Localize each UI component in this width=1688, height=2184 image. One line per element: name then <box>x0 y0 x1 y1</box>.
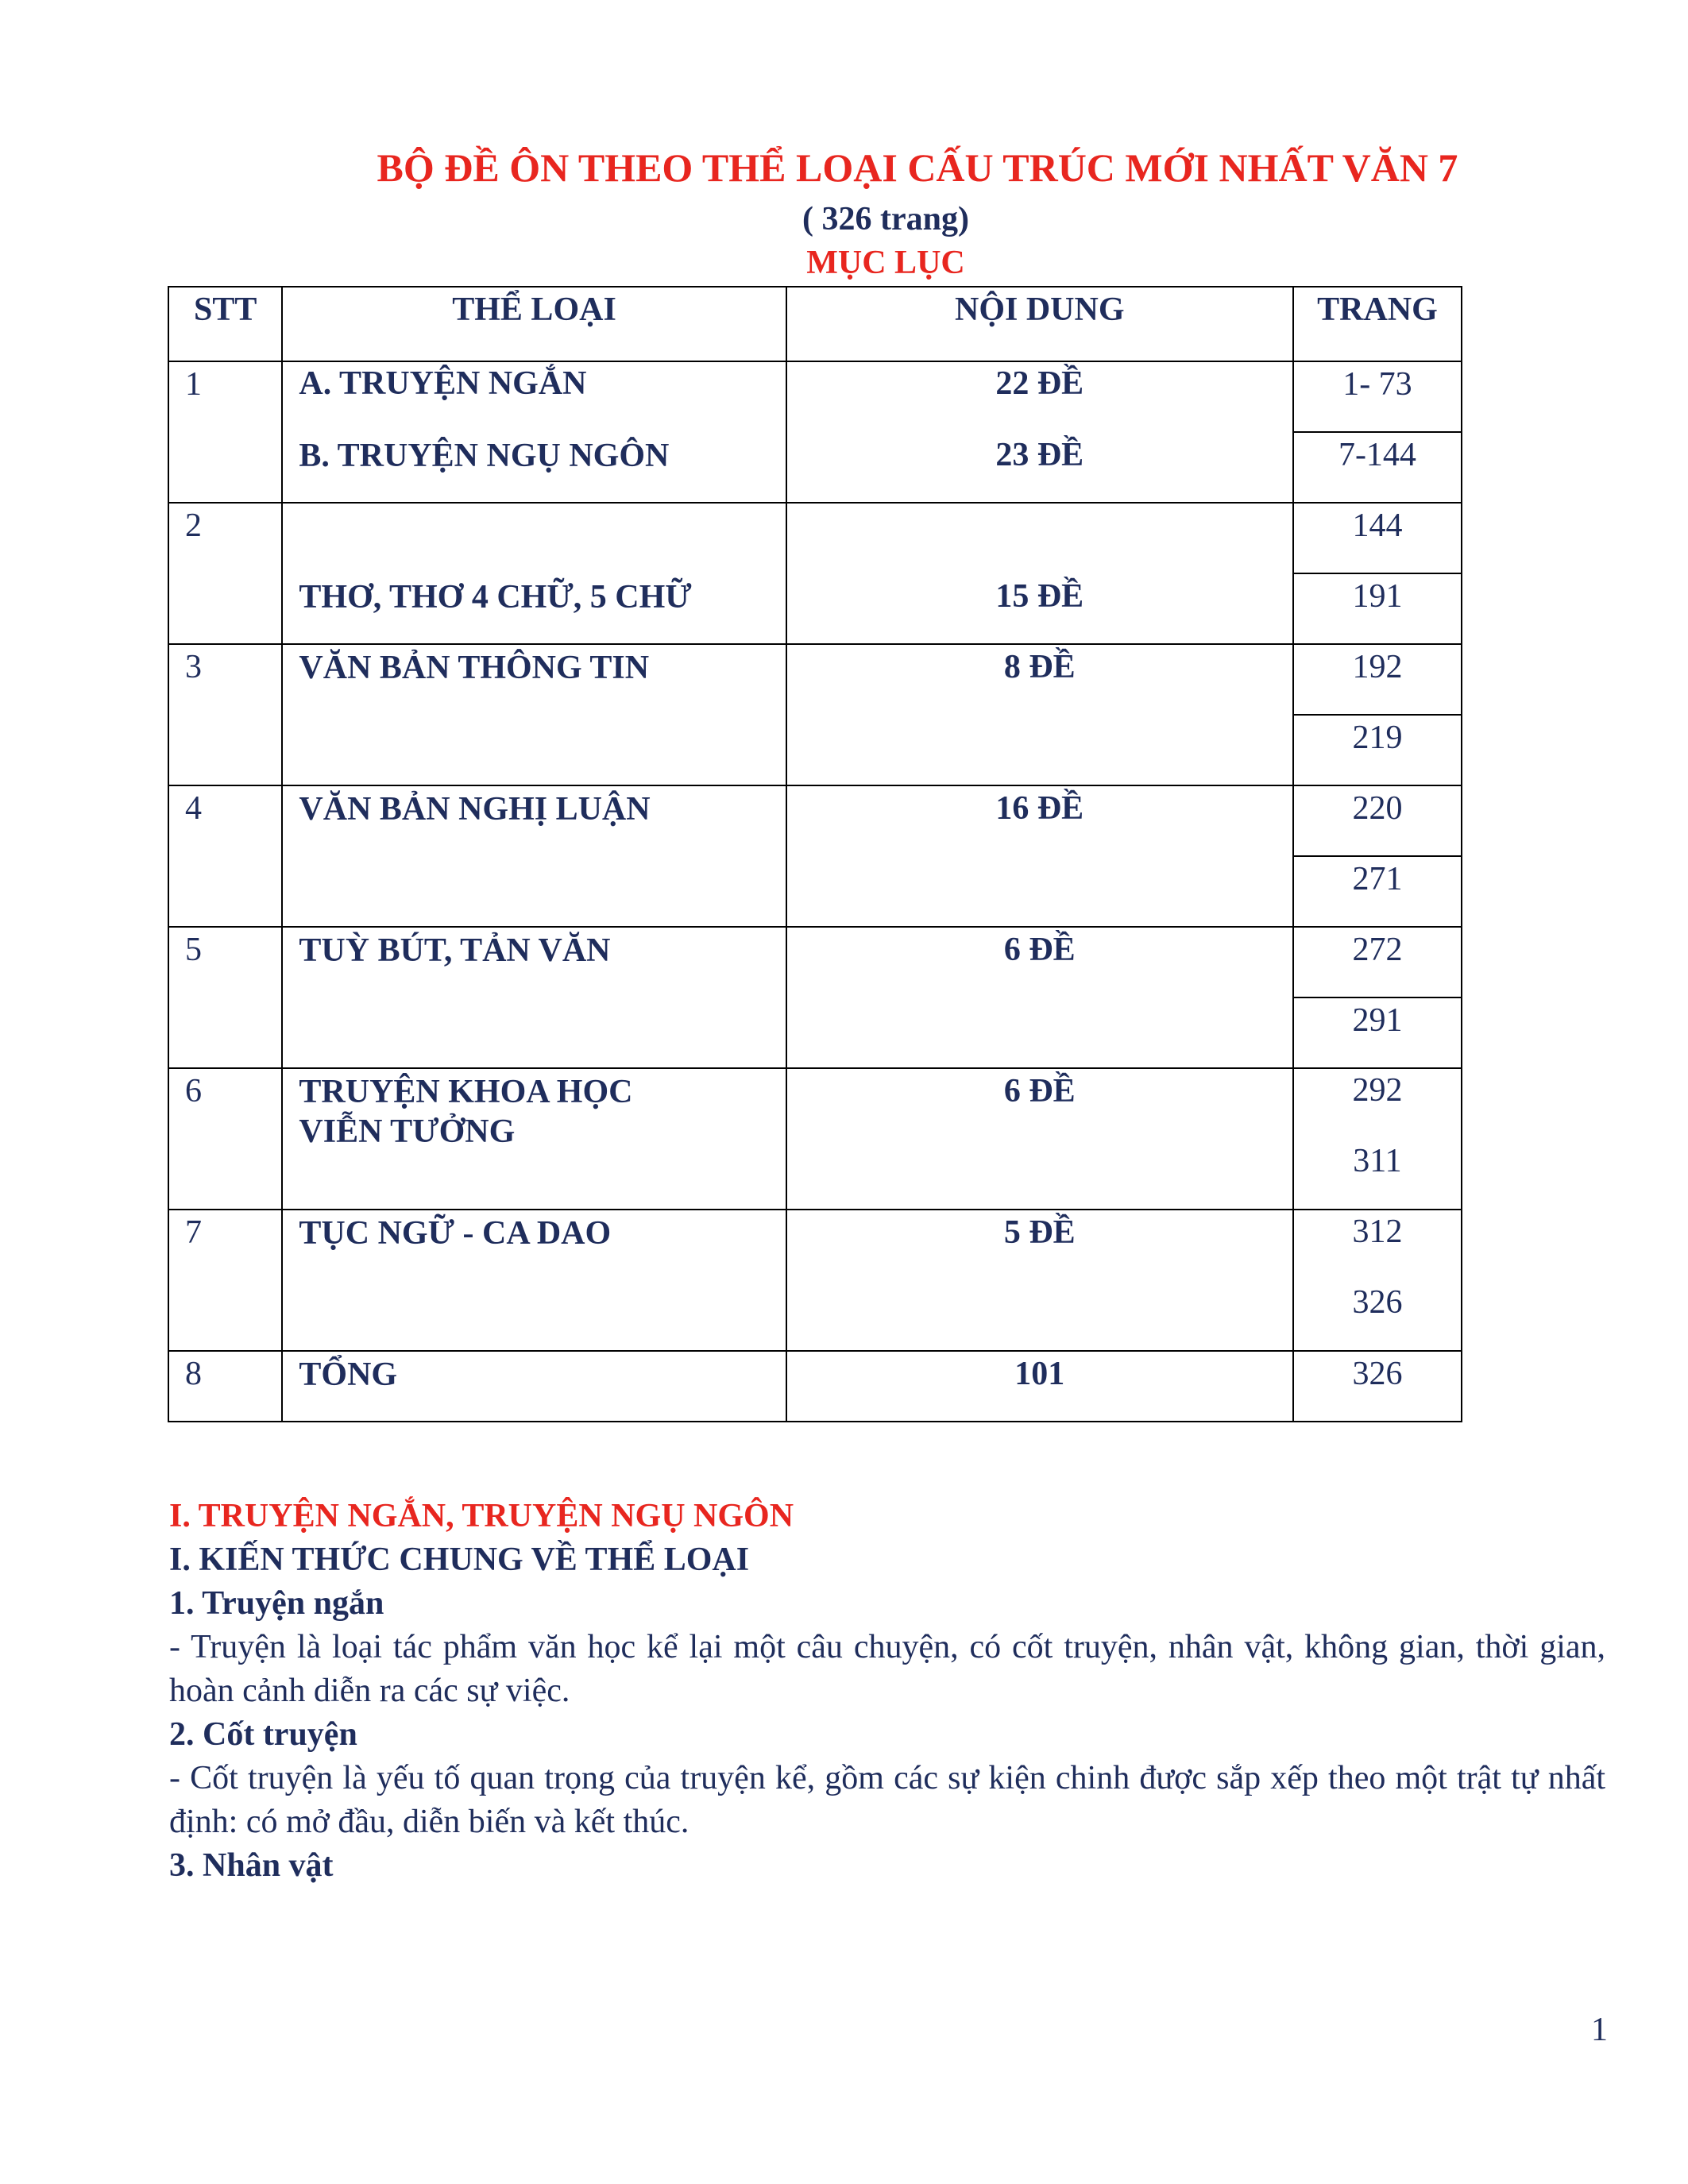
table-row <box>168 927 1462 997</box>
row-page-end: 219 <box>1293 715 1462 785</box>
page-start: 312 <box>1352 1214 1403 1250</box>
character-heading: 3. Nhân vật <box>169 1847 334 1884</box>
row-stt: 8 <box>168 1351 282 1422</box>
row-genre: THƠ, THƠ 4 CHỮ, 5 CHỮ <box>282 503 786 644</box>
plot-heading: 2. Cốt truyện <box>169 1716 357 1753</box>
genre-line: A. TRUYỆN NGẮN <box>299 365 587 402</box>
header-genre: THỂ LOẠI <box>282 287 786 361</box>
row-page-end: 7-144 <box>1293 432 1462 503</box>
table-row <box>168 644 1462 715</box>
row-stt: 1 <box>168 361 282 503</box>
general-knowledge-heading: I. KIẾN THỨC CHUNG VỀ THỂ LOẠI <box>169 1542 750 1578</box>
table-row <box>168 785 1462 856</box>
table-row-total <box>168 1351 1462 1422</box>
row-page-end: 291 <box>1293 997 1462 1068</box>
row-page-start: 192 <box>1293 644 1462 715</box>
row-stt: 2 <box>168 503 282 644</box>
row-content: 5 ĐỀ <box>786 1210 1293 1351</box>
row-stt: 7 <box>168 1210 282 1351</box>
part-heading: I. TRUYỆN NGẮN, TRUYỆN NGỤ NGÔN <box>169 1498 794 1534</box>
row-genre <box>282 361 786 503</box>
toc-table <box>168 286 1462 1422</box>
content-line: 23 ĐỀ <box>995 437 1084 473</box>
content-line: 22 ĐỀ <box>995 365 1084 402</box>
row-genre: VĂN BẢN NGHỊ LUẬN <box>282 785 786 927</box>
page-number: 1 <box>1591 2012 1608 2048</box>
table-row <box>168 503 1462 573</box>
toc-heading: MỤC LỤC <box>806 245 965 281</box>
table-row <box>168 361 1462 432</box>
header-content: NỘI DUNG <box>786 287 1293 361</box>
row-pages <box>1293 1210 1462 1351</box>
table-header-row <box>168 287 1462 361</box>
row-stt: 6 <box>168 1068 282 1210</box>
header-page: TRANG <box>1293 287 1462 361</box>
row-page-start: 1- 73 <box>1293 361 1462 432</box>
table-row <box>168 1068 1462 1210</box>
row-genre: VĂN BẢN THÔNG TIN <box>282 644 786 785</box>
row-genre: TỔNG <box>282 1351 786 1422</box>
row-genre: TỤC NGỮ - CA DAO <box>282 1210 786 1351</box>
short-story-heading: 1. Truyện ngắn <box>169 1585 384 1622</box>
genre-line: TRUYỆN KHOA HỌC <box>299 1074 633 1110</box>
short-story-paragraph: - Truyện là loại tác phẩm văn học kể lại một câu chuyện, có cốt truyện, nhân vật, không gian, thời gian, hoàn cảnh diễn ra các sự việc. <box>169 1629 1605 1709</box>
plot-paragraph: - Cốt truyện là yếu tố quan trọng của truyện kể, gồm các sự kiện chinh được sắp xếp theo một trật tự nhất định: có mở đầu, diễn biến và kết thúc. <box>169 1760 1605 1840</box>
row-content: 16 ĐỀ <box>786 785 1293 927</box>
row-page-start: 272 <box>1293 927 1462 997</box>
row-pages <box>1293 1068 1462 1210</box>
genre-line: B. TRUYỆN NGỤ NGÔN <box>299 438 670 474</box>
row-content: 8 ĐỀ <box>786 644 1293 785</box>
row-stt: 4 <box>168 785 282 927</box>
row-content <box>786 361 1293 503</box>
table-row <box>168 1210 1462 1351</box>
row-page: 326 <box>1293 1351 1462 1422</box>
row-content: 15 ĐỀ <box>786 503 1293 644</box>
row-page-start: 220 <box>1293 785 1462 856</box>
genre-line: VIỄN TƯỞNG <box>299 1113 516 1151</box>
row-stt: 3 <box>168 644 282 785</box>
page-end: 326 <box>1352 1284 1403 1321</box>
row-content: 6 ĐỀ <box>786 927 1293 1068</box>
row-content: 101 <box>786 1351 1293 1422</box>
header-stt: STT <box>168 287 282 361</box>
row-page-start: 144 <box>1293 503 1462 573</box>
page-count-subtitle: ( 326 trang) <box>802 201 969 237</box>
row-stt: 5 <box>168 927 282 1068</box>
row-genre <box>282 1068 786 1210</box>
document-title: BỘ ĐỀ ÔN THEO THỂ LOẠI CẤU TRÚC MỚI NHẤT VĂN 7 <box>377 145 1458 190</box>
row-page-end: 271 <box>1293 856 1462 927</box>
page-start: 292 <box>1352 1072 1403 1109</box>
row-genre: TUỲ BÚT, TẢN VĂN <box>282 927 786 1068</box>
row-page-end: 191 <box>1293 573 1462 644</box>
page-end: 311 <box>1353 1143 1402 1179</box>
body-sections <box>169 1495 1605 1888</box>
row-content: 6 ĐỀ <box>786 1068 1293 1210</box>
